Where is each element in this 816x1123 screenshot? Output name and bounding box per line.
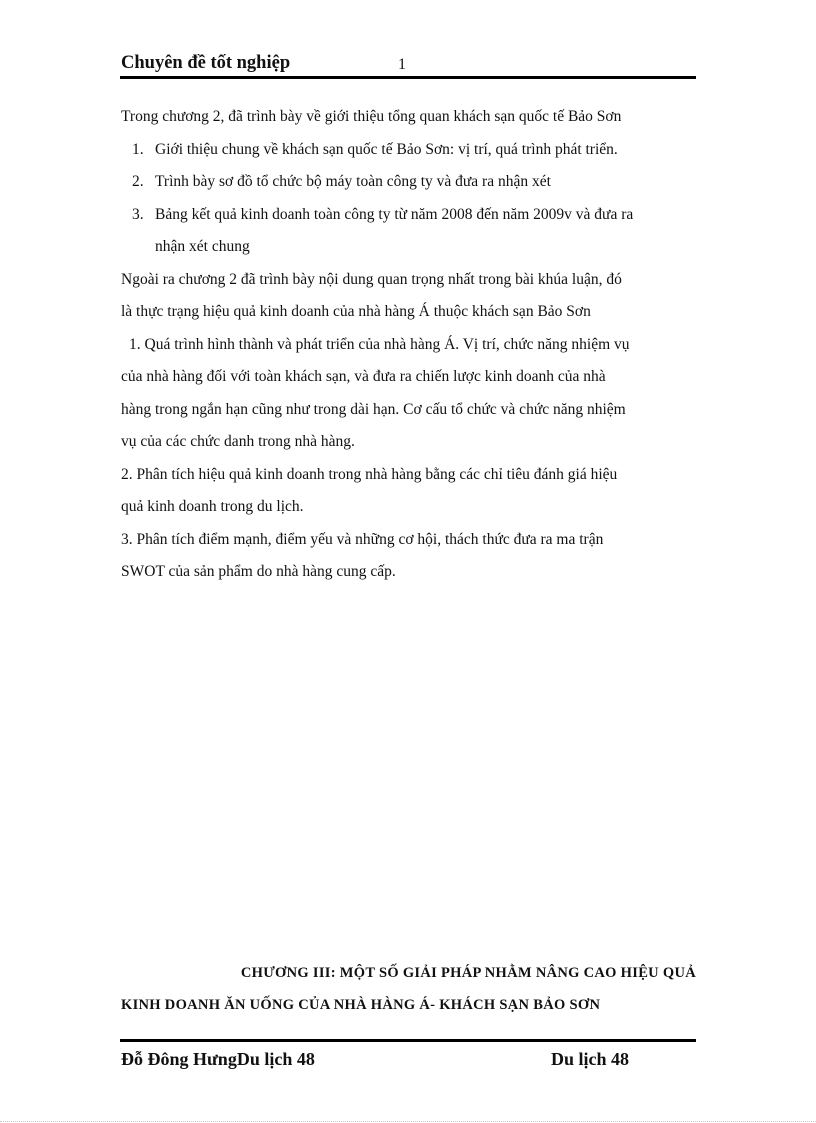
item-3-line: 3. Phân tích điểm mạnh, điểm yếu và những cơ hội, thách thức đưa ra ma trận — [121, 530, 604, 548]
paragraph-line: Ngoài ra chương 2 đã trình bày nội dung quan trọng nhất trong bài khúa luận, đó — [121, 270, 622, 288]
list-number: 3. — [132, 205, 144, 223]
item-1-line: 1. Quá trình hình thành và phát triển của nhà hàng Á. Vị trí, chức năng nhiệm vụ — [129, 335, 630, 353]
list-text: Trình bày sơ đồ tổ chức bộ máy toàn công ty và đưa ra nhận xét — [155, 173, 551, 190]
page-number: 1 — [398, 56, 406, 73]
list-number: 2. — [132, 173, 144, 190]
intro-paragraph: Trong chương 2, đã trình bày về giới thiệu tổng quan khách sạn quốc tế Bảo Sơn — [121, 108, 622, 125]
list-text: Bảng kết quả kinh doanh toàn công ty từ năm 2008 đến năm 2009v và đưa ra — [155, 205, 634, 223]
paragraph-line: là thực trạng hiệu quả kinh doanh của nhà hàng Á thuộc khách sạn Bảo Sơn — [121, 303, 591, 320]
chapter-heading — [121, 957, 696, 1021]
header-rule — [120, 76, 696, 79]
list-text-continued: nhận xét chung — [155, 238, 250, 255]
list-text: Giới thiệu chung về khách sạn quốc tế Bảo Sơn: vị trí, quá trình phát triển. — [155, 140, 618, 158]
chapter-heading-line: KINH DOANH ĂN UỐNG CỦA NHÀ HÀNG Á- KHÁCH SẠN BẢO SƠN — [121, 997, 601, 1013]
item-2-line: 2. Phân tích hiệu quả kinh doanh trong nhà hàng bằng các chỉ tiêu đánh giá hiệu — [121, 465, 618, 483]
item-2-line: quả kinh doanh trong du lịch. — [121, 498, 304, 515]
list-item — [121, 166, 696, 199]
item-1-line: của nhà hàng đối với toàn khách sạn, và đưa ra chiến lược kinh doanh của nhà — [121, 368, 606, 385]
footer-course: Du lịch 48 — [551, 1049, 630, 1069]
footer-rule — [120, 1039, 696, 1042]
item-1-line: vụ của các chức danh trong nhà hàng. — [121, 433, 355, 450]
item-1-line: hàng trong ngắn hạn cũng như trong dài hạn. Cơ cấu tổ chức và chức năng nhiệm — [121, 400, 626, 418]
chapter-heading-line: CHƯƠNG III: MỘT SỐ GIẢI PHÁP NHẰM NÂNG CAO HIỆU QUẢ — [240, 965, 696, 981]
page-edge — [0, 1121, 816, 1122]
item-3-line: SWOT của sản phẩm do nhà hàng cung cấp. — [121, 563, 396, 580]
list-item — [121, 199, 696, 264]
list-number: 1. — [132, 140, 144, 158]
body-text — [121, 101, 696, 589]
list-item — [121, 134, 696, 167]
header-title: Chuyên đề tốt nghiệp — [121, 53, 291, 73]
footer-author: Đỗ Đông HưngDu lịch 48 — [121, 1049, 315, 1069]
